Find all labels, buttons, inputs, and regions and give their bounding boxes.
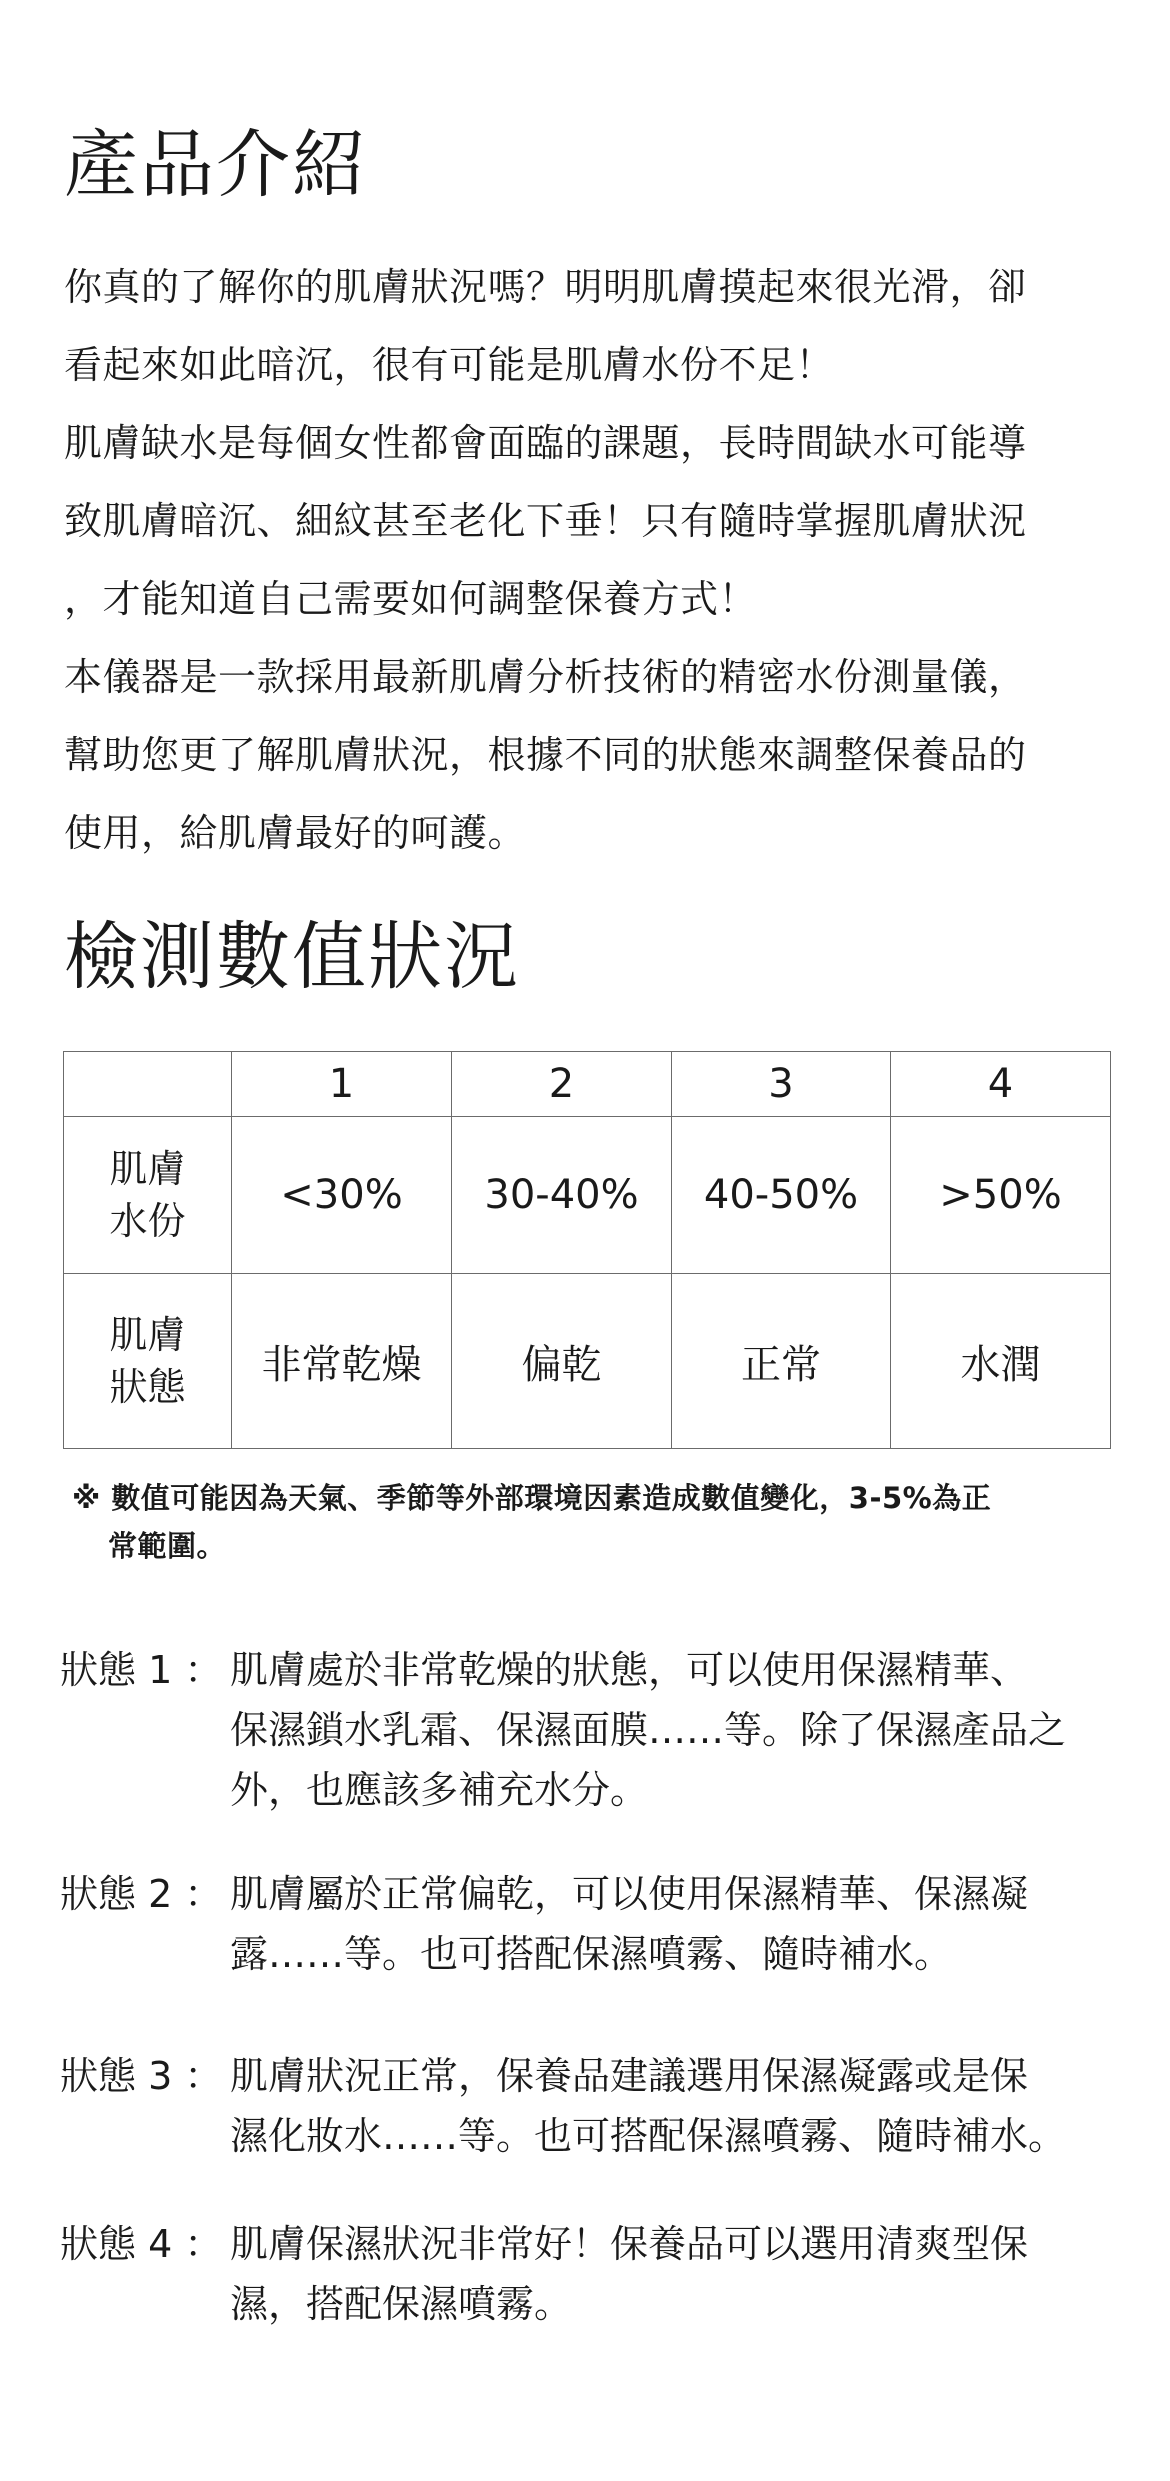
intro-line: 使用，給肌膚最好的呵護。 bbox=[64, 811, 527, 855]
state-label: 狀態 1 ： bbox=[60, 1648, 223, 1692]
intro-line: 本儀器是一款採用最新肌膚分析技術的精密水份測量儀， bbox=[64, 655, 1027, 699]
state-description bbox=[230, 1864, 1028, 1984]
state-value-cell: 水潤 bbox=[891, 1274, 1111, 1449]
state-line: 肌膚保濕狀況非常好！保養品可以選用清爽型保 bbox=[230, 2222, 1029, 2266]
table-row-state bbox=[64, 1274, 1111, 1449]
row-label-text: 肌膚 bbox=[109, 1147, 186, 1191]
table-row-water bbox=[64, 1117, 1111, 1274]
intro-line: ，才能知道自己需要如何調整保養方式！ bbox=[64, 577, 758, 621]
intro-line: 肌膚缺水是每個女性都會面臨的課題，長時間缺水可能導 bbox=[64, 421, 1027, 465]
water-value-cell: >50% bbox=[891, 1117, 1111, 1274]
state-description bbox=[230, 2046, 1066, 2166]
skin-status-table bbox=[63, 1051, 1111, 1449]
note-line: 常範圍。 bbox=[108, 1529, 227, 1563]
state-value-cell: 正常 bbox=[672, 1274, 891, 1449]
state-label: 狀態 4 ： bbox=[60, 2222, 223, 2266]
water-value-cell: 40-50% bbox=[672, 1117, 891, 1274]
state-description bbox=[230, 2214, 1028, 2334]
table-header-cell: 3 bbox=[672, 1052, 891, 1117]
intro-line: 幫助您更了解肌膚狀況，根據不同的狀態來調整保養品的 bbox=[64, 733, 1027, 777]
state-value-cell: 非常乾燥 bbox=[232, 1274, 452, 1449]
intro-line: 你真的了解你的肌膚狀況嗎？明明肌膚摸起來很光滑，卻 bbox=[64, 265, 1027, 309]
state-description bbox=[230, 1640, 1066, 1820]
table-header-cell: 1 bbox=[232, 1052, 452, 1117]
state-label: 狀態 3 ： bbox=[60, 2054, 223, 2098]
state-line: 濕，搭配保濕噴霧。 bbox=[230, 2282, 573, 2326]
check-values-title: 檢測數值狀況 bbox=[64, 914, 520, 1000]
state-row-label bbox=[64, 1274, 232, 1449]
row-label-text: 肌膚 bbox=[109, 1313, 186, 1357]
note-line: ※ 數值可能因為天氣、季節等外部環境因素造成數值變化，3-5%為正 bbox=[72, 1481, 992, 1515]
row-label-text: 狀態 bbox=[109, 1365, 186, 1409]
state-line: 濕化妝水……等。也可搭配保濕噴霧、隨時補水。 bbox=[230, 2114, 1067, 2158]
table-header-cell: 4 bbox=[891, 1052, 1111, 1117]
intro-line: 看起來如此暗沉，很有可能是肌膚水份不足！ bbox=[64, 343, 835, 387]
intro-paragraph bbox=[64, 248, 1124, 872]
state-line: 露……等。也可搭配保濕噴霧、隨時補水。 bbox=[230, 1932, 953, 1976]
water-row-label bbox=[64, 1117, 232, 1274]
table-corner-cell bbox=[64, 1052, 232, 1117]
state-line: 保濕鎖水乳霜、保濕面膜……等。除了保濕產品之 bbox=[230, 1708, 1067, 1752]
intro-title: 產品介紹 bbox=[64, 122, 368, 208]
water-value-cell: 30-40% bbox=[452, 1117, 672, 1274]
row-label-text: 水份 bbox=[109, 1199, 186, 1243]
table-note bbox=[72, 1474, 1112, 1570]
table-header-cell: 2 bbox=[452, 1052, 672, 1117]
state-line: 肌膚屬於正常偏乾，可以使用保濕精華、保濕凝 bbox=[230, 1872, 1029, 1916]
table-header-row bbox=[64, 1052, 1111, 1117]
water-value-cell: <30% bbox=[232, 1117, 452, 1274]
state-line: 肌膚處於非常乾燥的狀態，可以使用保濕精華、 bbox=[230, 1648, 1029, 1692]
intro-line: 致肌膚暗沉、細紋甚至老化下垂！只有隨時掌握肌膚狀況 bbox=[64, 499, 1027, 543]
state-label: 狀態 2 ： bbox=[60, 1872, 223, 1916]
state-line: 外，也應該多補充水分。 bbox=[230, 1768, 649, 1812]
state-value-cell: 偏乾 bbox=[452, 1274, 672, 1449]
state-line: 肌膚狀況正常，保養品建議選用保濕凝露或是保 bbox=[230, 2054, 1029, 2098]
